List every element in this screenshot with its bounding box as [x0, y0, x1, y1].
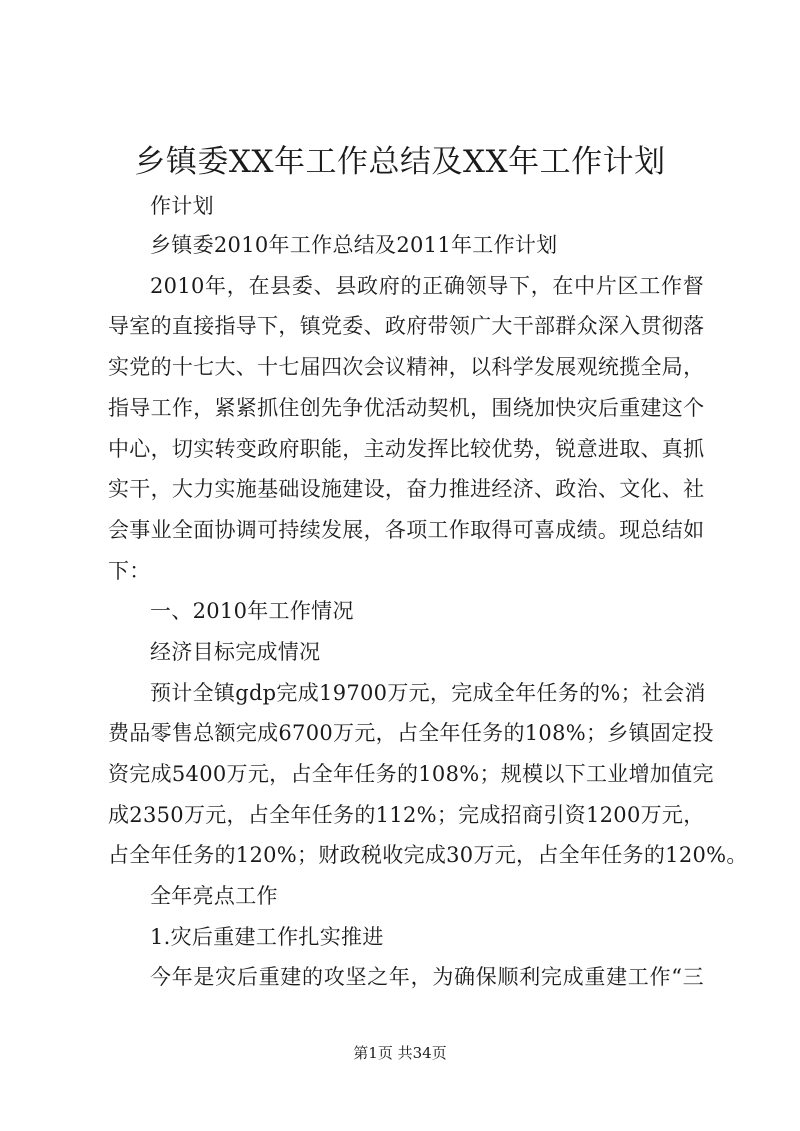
- document-title: 乡镇委XX年工作总结及XX年工作计划: [134, 144, 666, 180]
- paragraph-line: 成2350万元，占全年任务的112%；完成招商引资1200万元，: [108, 803, 705, 827]
- paragraph-line: 占全年任务的120%；财政税收完成30万元，占全年任务的120%。: [108, 843, 748, 867]
- paragraph-line: 下：: [108, 559, 151, 583]
- page-number-footer: 第1页 共34页: [353, 1044, 447, 1062]
- paragraph-line: 资完成5400万元，占全年任务的108%；规模以下工业增加值完: [108, 762, 714, 786]
- paragraph-line: 今年是灾后重建的攻坚之年，为确保顺利完成重建工作“三: [150, 965, 704, 989]
- paragraph-line: 2010年，在县委、县政府的正确领导下，在中片区工作督: [150, 274, 704, 298]
- paragraph-line: 费品零售总额完成6700万元，占全年任务的108%；乡镇固定投: [108, 721, 714, 745]
- paragraph-line: 实干，大力实施基础设施建设，奋力推进经济、政治、文化、社: [108, 477, 705, 501]
- paragraph-line: 中心，切实转变政府职能，主动发挥比较优势，锐意进取、真抓: [108, 437, 705, 461]
- subsection-heading: 经济目标完成情况: [150, 640, 321, 664]
- paragraph-line: 导室的直接指导下，镇党委、政府带领广大干部群众深入贯彻落: [108, 314, 705, 338]
- section-heading: 一、2010年工作情况: [150, 599, 354, 623]
- paragraph-line: 会事业全面协调可持续发展，各项工作取得可喜成绩。现总结如: [108, 518, 705, 542]
- subtitle-line: 作计划: [150, 194, 214, 218]
- plan-title-line: 乡镇委2010年工作总结及2011年工作计划: [150, 233, 558, 257]
- subsection-heading: 全年亮点工作: [150, 884, 278, 908]
- paragraph-line: 指导工作，紧紧抓住创先争优活动契机，围绕加快灾后重建这个: [108, 396, 705, 420]
- paragraph-line: 实党的十七大、十七届四次会议精神，以科学发展观统揽全局，: [108, 355, 705, 379]
- paragraph-line: 预计全镇gdp完成19700万元，完成全年任务的%；社会消: [150, 681, 706, 705]
- list-item-heading: 1.灾后重建工作扎实推进: [150, 925, 384, 949]
